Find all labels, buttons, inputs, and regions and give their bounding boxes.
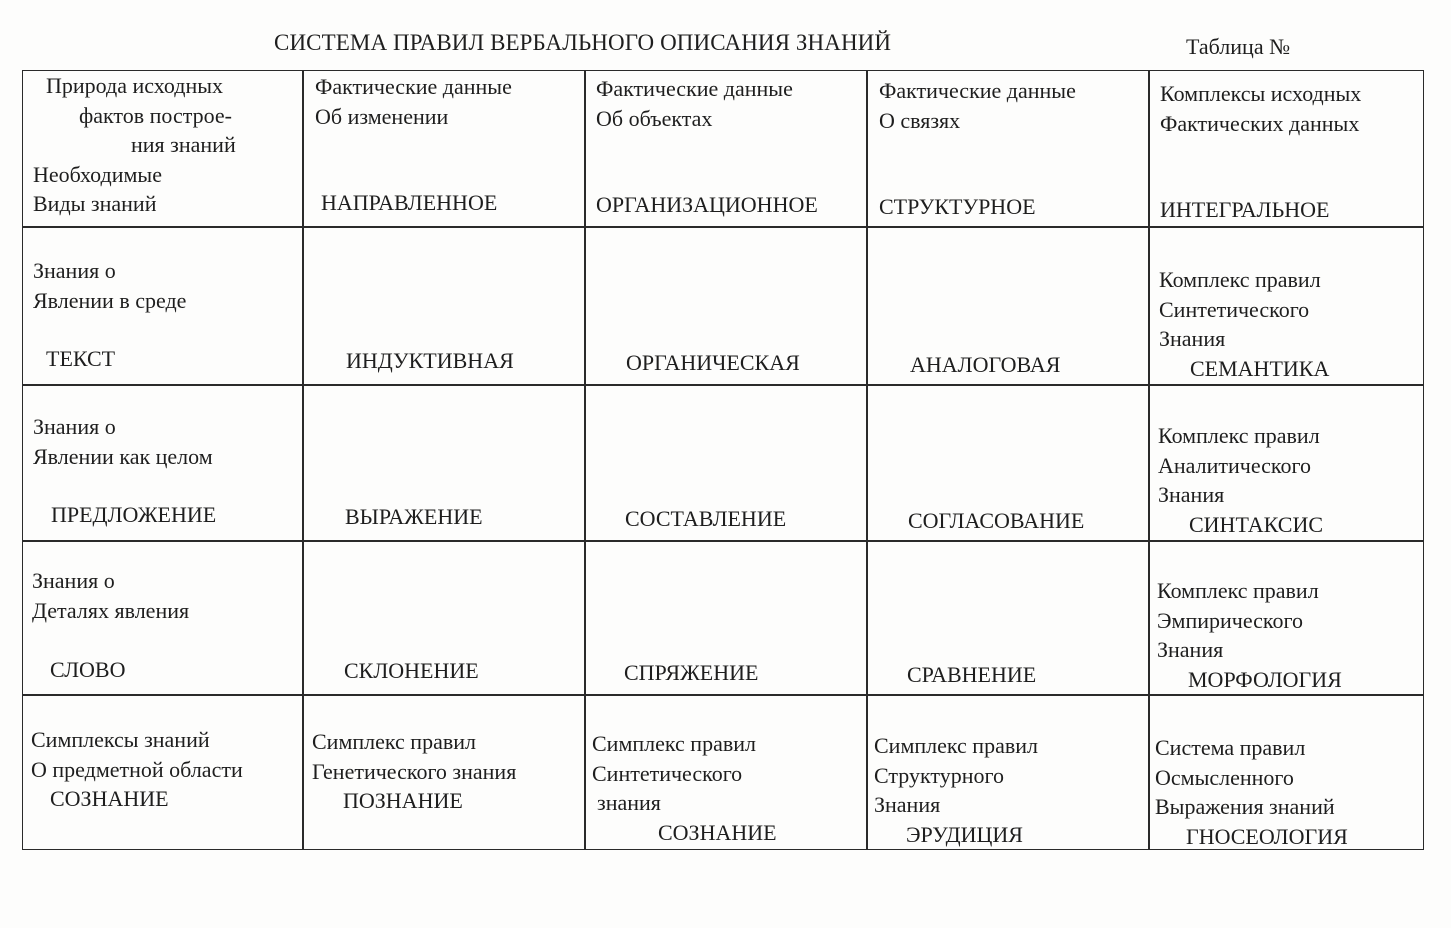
header-caption: НАПРАВЛЕННОЕ	[321, 190, 498, 215]
column-divider	[302, 70, 304, 850]
footer-cell-caption: ПОЗНАНИЕ	[343, 788, 463, 813]
footer-cell	[1155, 733, 1421, 851]
row-summary-caption: СЕМАНТИКА	[1190, 355, 1330, 381]
column-divider	[866, 70, 868, 850]
row-summary-line: Эмпирического	[1157, 607, 1303, 633]
table-cell: СПРЯЖЕНИЕ	[624, 660, 759, 685]
column-divider	[584, 70, 586, 850]
footer-cell-line: Структурного	[874, 762, 1004, 788]
footer-cell-line: Осмысленного	[1155, 764, 1294, 790]
table-cell: СКЛОНЕНИЕ	[344, 658, 479, 683]
footer-cell	[312, 727, 580, 816]
footer-cell-caption: ГНОСЕОЛОГИЯ	[1186, 823, 1348, 849]
footer-cell-caption: СОЗНАНИЕ	[50, 786, 169, 811]
row-label-line: Явлении как целом	[33, 443, 213, 469]
header-cell-line: Фактические данные	[879, 78, 1076, 103]
footer-cell	[31, 725, 299, 814]
footer-cell-line: Генетического знания	[312, 758, 517, 784]
row-summary-caption: СИНТАКСИС	[1189, 511, 1324, 537]
row-label-line: Деталях явления	[32, 597, 190, 623]
header-cell-knowledge-types	[33, 71, 298, 219]
row-divider	[22, 540, 1424, 542]
row-label-line: Знания о	[32, 568, 115, 593]
row-summary-caption: МОРФОЛОГИЯ	[1188, 666, 1342, 692]
footer-cell-line: Выражения знаний	[1155, 794, 1335, 819]
row-label-line: Знания о	[33, 414, 116, 439]
row-label-text	[33, 256, 298, 380]
header-cell-objects	[596, 74, 864, 226]
table-cell: АНАЛОГОВАЯ	[910, 352, 1061, 377]
footer-cell-caption: ЭРУДИЦИЯ	[906, 821, 1023, 847]
header-caption: ОРГАНИЗАЦИОННОЕ	[596, 192, 818, 217]
table-cell: ИНДУКТИВНАЯ	[346, 348, 514, 373]
row-label-caption: СЛОВО	[50, 657, 126, 682]
row-summary-line: Комплекс правил	[1157, 578, 1319, 603]
row-summary-line: Знания	[1157, 637, 1224, 662]
row-summary-line: Аналитического	[1158, 452, 1311, 478]
footer-cell-line: знания	[597, 790, 661, 815]
header-cell-line: Природа исходных	[46, 73, 224, 98]
header-cell-change	[315, 72, 581, 224]
header-cell-line: Фактические данные	[315, 74, 512, 99]
row-label-caption: ТЕКСТ	[46, 346, 116, 371]
footer-cell	[592, 729, 860, 847]
footer-cell-line: Система правил	[1155, 735, 1306, 760]
row-summary-line: Синтетического	[1159, 296, 1310, 322]
row-label-word	[32, 566, 297, 690]
document-title: СИСТЕМА ПРАВИЛ ВЕРБАЛЬНОГО ОПИСАНИЯ ЗНАНИЙ	[274, 30, 892, 55]
header-cell-line: Об изменении	[315, 103, 449, 129]
header-cell-line: Фактических данных	[1160, 110, 1360, 136]
row-summary-line: Знания	[1159, 326, 1226, 351]
row-label-line: Явлении в среде	[33, 287, 187, 313]
table-number-label: Таблица №	[1186, 34, 1291, 59]
header-cell-line: Необходимые	[33, 161, 162, 187]
row-summary-line: Знания	[1158, 482, 1225, 507]
footer-cell-line: Симплекс правил	[874, 733, 1038, 758]
footer-cell-caption: СОЗНАНИЕ	[658, 819, 777, 845]
footer-cell-line: Симплекс правил	[312, 729, 476, 754]
table-cell: СРАВНЕНИЕ	[907, 662, 1037, 687]
header-cell-line: Фактические данные	[596, 76, 793, 101]
footer-cell-line: О предметной области	[31, 756, 243, 782]
footer-cell-line: Симплекс правил	[592, 731, 756, 756]
row-summary-cell	[1159, 265, 1421, 383]
table-cell: ВЫРАЖЕНИЕ	[345, 504, 483, 529]
header-cell-line: О связях	[879, 107, 961, 133]
row-summary-line: Комплекс правил	[1159, 267, 1321, 292]
header-caption: СТРУКТУРНОЕ	[879, 194, 1036, 219]
header-cell-line: ния знаний	[131, 132, 236, 157]
header-cell-line: Виды знаний	[33, 191, 157, 216]
table-cell: СОСТАВЛЕНИЕ	[625, 506, 787, 531]
column-divider	[1148, 70, 1150, 850]
header-caption: ИНТЕГРАЛЬНОЕ	[1160, 197, 1330, 222]
row-summary-line: Комплекс правил	[1158, 423, 1320, 448]
footer-cell-line: Симплексы знаний	[31, 727, 210, 752]
row-label-caption: ПРЕДЛОЖЕНИЕ	[51, 502, 217, 527]
row-summary-cell	[1157, 576, 1419, 694]
table-cell: СОГЛАСОВАНИЕ	[908, 508, 1085, 533]
row-label-line: Знания о	[33, 258, 116, 283]
row-label-sentence	[33, 412, 298, 536]
footer-cell-line: Знания	[874, 792, 941, 817]
table-cell: ОРГАНИЧЕСКАЯ	[626, 350, 800, 375]
header-cell-line: Об объектах	[596, 105, 713, 131]
header-cell-complexes	[1160, 79, 1422, 231]
header-cell-line: Комплексы исходных	[1160, 81, 1362, 106]
footer-cell	[874, 731, 1142, 849]
row-summary-cell	[1158, 421, 1420, 539]
header-cell-links	[879, 76, 1145, 228]
row-divider	[22, 384, 1424, 386]
footer-cell-line: Синтетического	[592, 760, 743, 786]
header-cell-line: фактов построе-	[79, 102, 232, 128]
row-divider	[22, 694, 1424, 696]
